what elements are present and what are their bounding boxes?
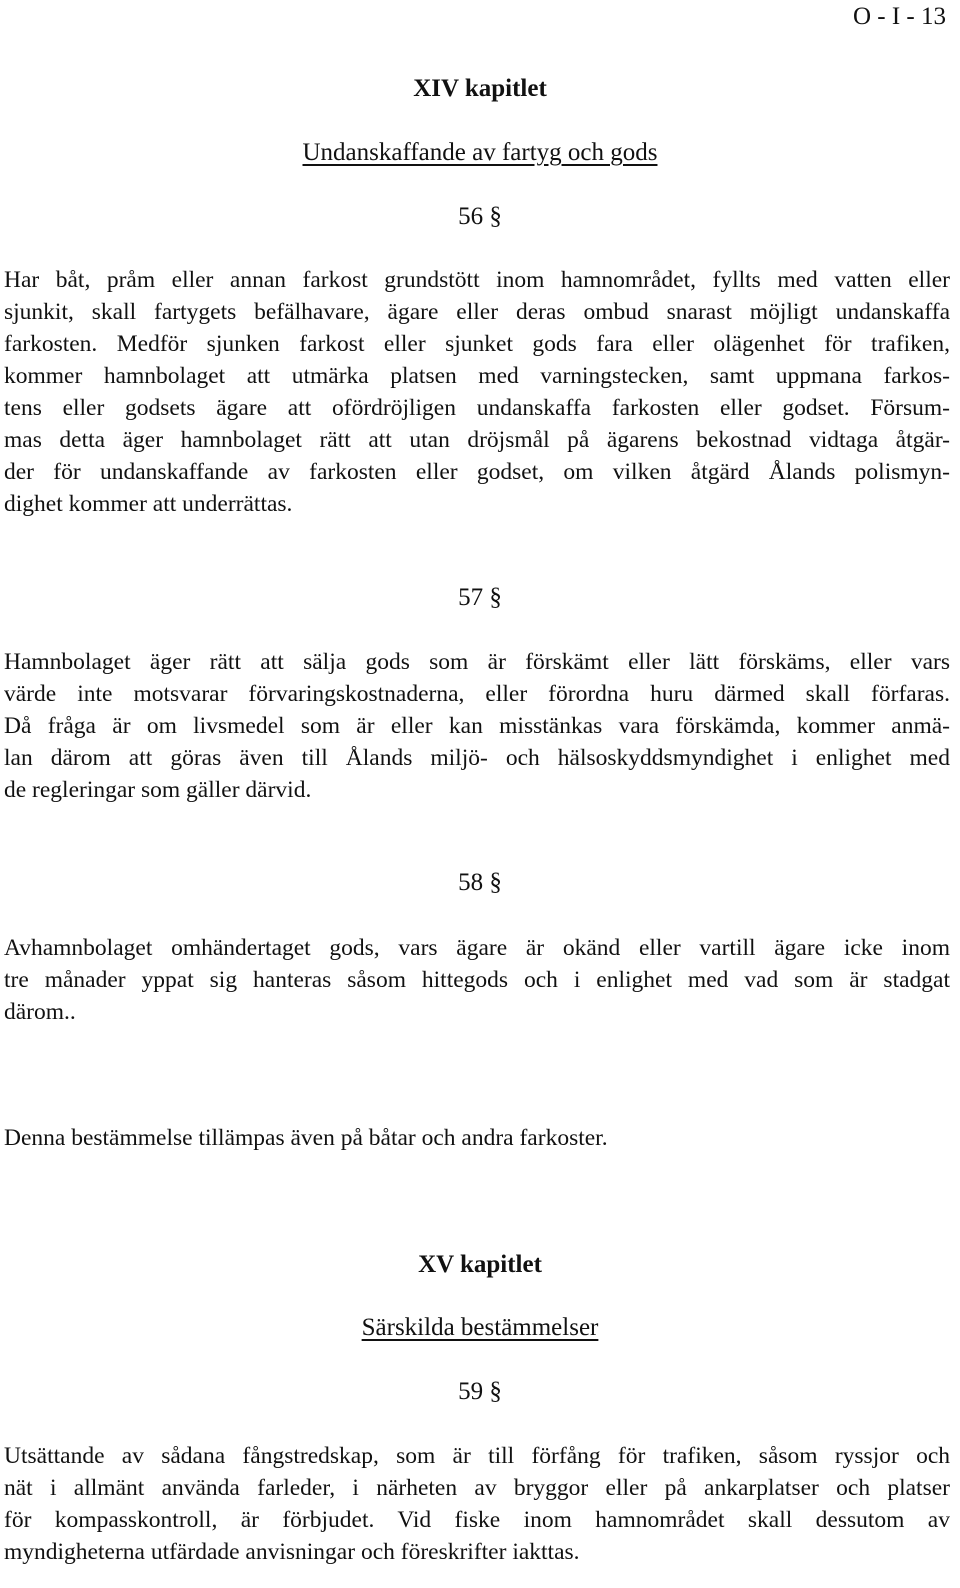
section-56-line: dighet kommer att underrättas.: [4, 491, 293, 517]
section-57-line: de regleringar som gäller därvid.: [4, 777, 312, 803]
section-56-line: der för undanskaffande av farkosten eller godset, om vilken åtgärd Ålands polismyn-: [4, 459, 950, 485]
chapter-title-xiv: Undanskaffande av fartyg och gods: [302, 139, 658, 166]
section-57-line: Hamnbolaget äger rätt att sälja gods som är förskämt eller lätt förskäms, eller vars: [4, 649, 950, 675]
page-number: O - I - 13: [852, 3, 946, 30]
section-57-label: 57 §: [458, 584, 502, 611]
section-58-line: därom..: [4, 999, 76, 1025]
chapter-heading-xv: XV kapitlet: [418, 1251, 542, 1278]
section-59-paragraph: [4, 1440, 950, 1568]
section-56-line: mas detta äger hamnbolaget rätt att utan dröjsmål på ägarens bekostnad vidtaga åtgär-: [4, 427, 950, 453]
section-56-paragraph: [4, 264, 950, 520]
section-57-line: värde inte motsvarar förvaringskostnaderna, eller förordna huru därmed skall förfaras.: [4, 681, 950, 707]
section-58-line: tre månader yppat sig hanteras såsom hittegods och i enlighet med vad som är stadgat: [4, 967, 950, 993]
section-58-label: 58 §: [458, 869, 502, 896]
section-58-note-line: Denna bestämmelse tillämpas även på båtar och andra farkoster.: [4, 1125, 608, 1151]
section-59-line: myndigheterna utfärdade anvisningar och föreskrifter iakttas.: [4, 1539, 580, 1565]
chapter-heading-xiv: XIV kapitlet: [413, 75, 547, 102]
section-56-line: farkosten. Medför sjunken farkost eller sjunket gods fara eller olägenhet för trafiken,: [4, 331, 950, 357]
section-56-line: tens eller godsets ägare att ofördröjligen undanskaffa farkosten eller godset. Försum-: [4, 395, 950, 421]
section-57-paragraph: [4, 646, 950, 806]
section-59-line: för kompasskontroll, är förbjudet. Vid fiske inom hamnområdet skall dessutom av: [4, 1507, 950, 1533]
section-58-line: Avhamnbolaget omhändertaget gods, vars ägare är okänd eller vartill ägare icke inom: [4, 935, 950, 961]
section-56-label: 56 §: [458, 203, 502, 230]
section-57-line: Då fråga är om livsmedel som är eller kan misstänkas vara förskämda, kommer anmä-: [4, 713, 950, 739]
section-58-paragraph: [4, 932, 950, 1028]
section-57-line: lan därom att göras även till Ålands miljö- och hälsoskyddsmyndighet i enlighet med: [4, 745, 950, 771]
section-59-line: Utsättande av sådana fångstredskap, som är till förfång för trafiken, såsom ryssjor och: [4, 1443, 950, 1469]
section-56-line: Har båt, pråm eller annan farkost grundstött inom hamnområdet, fyllts med vatten eller: [4, 267, 950, 293]
chapter-title-xv: Särskilda bestämmelser: [361, 1314, 599, 1341]
section-56-line: sjunkit, skall fartygets befälhavare, ägare eller deras ombud snarast möjligt undanskaffa: [4, 299, 950, 325]
section-59-line: nät i allmänt använda farleder, i närheten av bryggor eller på ankarplatser och platser: [4, 1475, 950, 1501]
section-58-note: [4, 1122, 950, 1154]
section-59-label: 59 §: [458, 1378, 502, 1405]
section-56-line: kommer hamnbolaget att utmärka platsen med varningstecken, samt uppmana farkos-: [4, 363, 950, 389]
